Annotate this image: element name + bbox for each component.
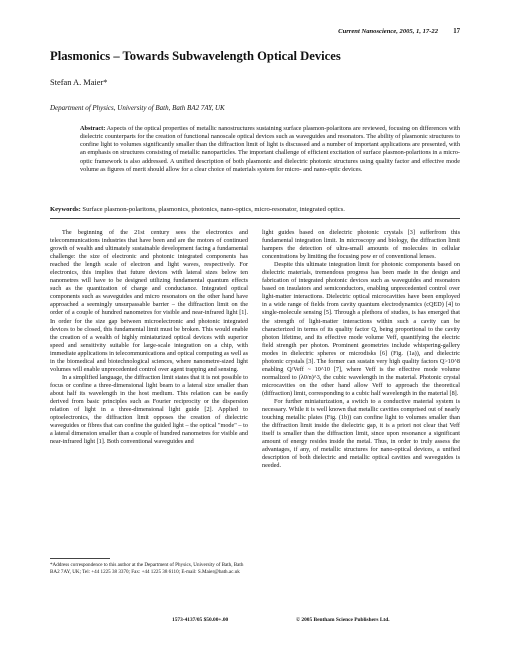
body-column-right xyxy=(262,229,460,470)
abstract-label: Abstract: xyxy=(80,125,106,132)
abstract xyxy=(80,125,460,174)
paragraph: The beginning of the 21st century sees the electronics and telecommunications industries that have been and are the motors of continued growth of wealth and ultimately sustainable development facing a fundamental challenge: the size of electronic and photonic integrated components has reached the length scale of electron and light waves, respectively. For electronics, this implies that future devices with lateral sizes below ten nanometres will have to be designed utilizing fundamental quantum effects such as the quantization of charge and conductance. Integrated optical components such as waveguides and micro resonators on the other hand have approached a seemingly unsurpassable barrier – the diffraction limit on the order of a couple of hundred nanometres for visible and near-infrared light [1]. In order for the size gap between microelectronic and photonic integrated devices to be closed, this fundamental limit must be broken. This would enable the creation of a wealth of highly miniaturized optical devices with superior speed and sensitivity suitable for large-scale integration on a chip, with immediate applications in telecommunications and optical computing as well as in the biomedical and biotechnological sciences, where nanometre-sized light volumes will enable unprecedented control over agent trapping and sensing. xyxy=(50,229,248,373)
issn-price: 1573-4137/05 $50.00+.00 xyxy=(172,617,229,623)
author-affiliation: Department of Physics, University of Bath, Bath BA2 7AY, UK xyxy=(50,104,225,112)
running-head xyxy=(50,28,460,40)
body-column-left xyxy=(50,229,248,446)
section-divider xyxy=(50,218,460,219)
paragraph: For further miniaturization, a switch to a conductive material system is necessary. While it is well known that metallic cavities comprised out of nearly touching metallic plates (Fig. (1b)) can confine light to volumes smaller than the diffraction limit inside the dielectric gap, it is a priori not clear that Veff itself is smaller than the diffraction limit, since upon resonance a significant amount of energy resides inside the metal. Thus, in order to truly assess the advantages, if any, of metallic structures for nano-optical devices, a unified description of both dielectric and metallic optical cavities and waveguides is needed. xyxy=(262,397,460,470)
keywords xyxy=(50,206,470,213)
correspondence-footnote: *Address correspondence to this author at the Department of Physics, University of Bath, Bath BA2 7AY, UK; Tel: +44 1225 38 3370; Fax: +44 1225 38 6110; E-mail: S.Maier@bath.ac.uk xyxy=(50,562,244,575)
abstract-text: Aspects of the optical properties of metallic nanostructures sustaining surface plasmon-polaritons are reviewed, focusing on differences with dielectric counterparts for the creation of functional nanoscale optical devices such as waveguides and resonators. The ability of plasmonic structures to confine light to volumes significantly smaller than the diffraction limit of light is discussed and a number of important applications are presented, with an emphasis on structures consisting of metallic nanoparticles. The important challenge of efficient excitation of surface plasmon-polaritons in a micro-optic framework is also addressed. A unified description of both plasmonic and dielectric photonic structures using quality factor and effective mode volume as figures of merit should allow for a clear choice of materials system for micro- and nano-optic devices. xyxy=(80,125,460,173)
article-title: Plasmonics – Towards Subwavelength Optical Devices xyxy=(50,49,341,63)
author-name: Stefan A. Maier* xyxy=(50,78,108,87)
paragraph: Despite this ultimate integration limit for photonic components based on dielectric materials, tremendous progress has been made in the design and fabrication of integrated photonic devices such as waveguides and resonators based on insulators and semiconductors, enabling unprecedented control over light-matter interactions. Dielectric optical microcavities have been employed in a wide range of fields from cavity quantum electrodynamics (cQED) [4] to single-molecule sensing [5]. Through a plethora of studies, is has emerged that the strength of light-matter interactions within such a cavity can be characterized in terms of its quality factor Q, being proportional to the cavity photon lifetime, and its effective mode volume Veff, quantifying the electric field strength per photon. Prominent geometries include whispering-gallery modes in dielectric spheres or microdisks [6] (Fig. (1a)), and dielectric photonic crystals [3]. The former can sustain very high quality factors Q>10^8 enabling Q/Veff ~ 10^10 [7], where Veff is the effective mode volume normalized to (λ0/n)^3, the cubic wavelength in the material. Photonic crystal microcavities on the other hand allow Veff to approach the theoretical (diffraction) limit, corresponding to a cubic half wavelength in the material [8]. xyxy=(262,261,460,397)
paragraph: In a simplified language, the diffraction limit states that it is not possible to focus or confine a three-dimensional light beam to a lateral size smaller than about half its wavelength in the host medium. This relation can be easily derived from basic principles such as Fourier reciprocity or the dispersion relation of light in a three-dimensional light guide [2]. Applied to optoelectronics, the diffraction limit opposes the creation of dielectric waveguides or fibres that can confine the guided light – the optical "mode" – to a lateral dimension smaller than a couple of hundred nanometres for visible and near-infrared light [1]. Both conventional waveguides and xyxy=(50,373,248,446)
copyright-notice: © 2005 Bentham Science Publishers Ltd. xyxy=(296,617,390,623)
journal-citation: Current Nanoscience, 2005, 1, 17-22 xyxy=(338,28,438,35)
keywords-label: Keywords: xyxy=(50,206,81,213)
footnote-divider xyxy=(50,558,110,559)
keywords-text: Surface plasmon-polaritons, plasmonics, photonics, nano-optics, micro-resonator, integrated optics. xyxy=(80,206,345,213)
page-number: 17 xyxy=(453,28,460,35)
paragraph: light guides based on dielectric photonic crystals [3] sufferfrom this fundamental integration limit. In microscopy and biology, the diffraction limit hampers the detection of ultra-small amounts of molecules in cellular concentrations by limiting the focusing pow er of conventional lenses. xyxy=(262,229,460,261)
